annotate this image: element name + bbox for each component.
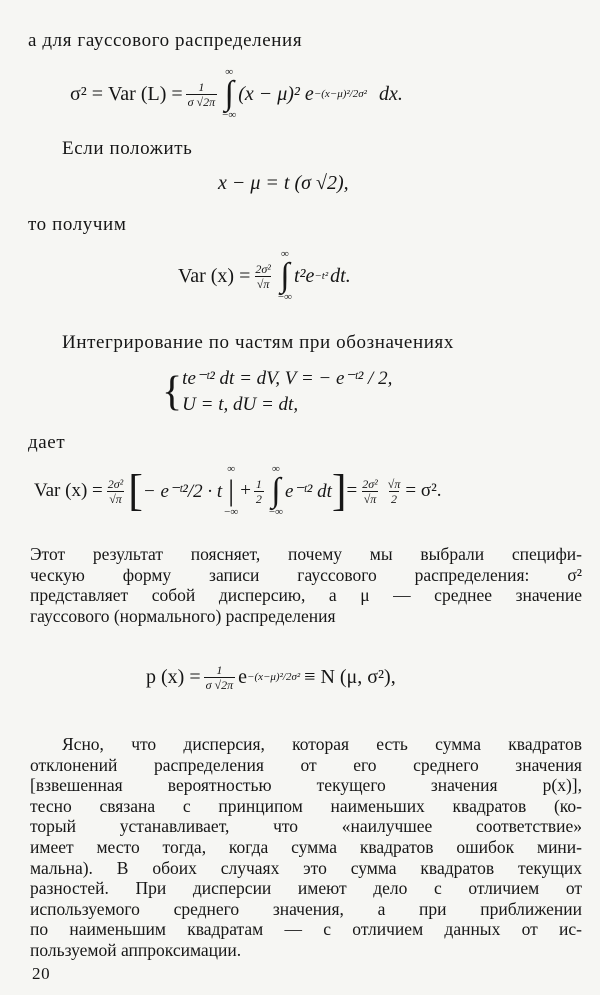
eq1-int-lower: −∞ [222, 109, 237, 121]
eq3-frac-num: 2σ² [255, 261, 271, 276]
integration-text: Интегрирование по частям при обозначениях [62, 332, 454, 353]
eq3-lhs: Var (x) = [178, 264, 251, 287]
eq1-fraction [186, 80, 218, 109]
equation-substitution: x − μ = t (σ √2), [218, 172, 349, 194]
paragraph-discussion [30, 734, 582, 961]
eq5-result: = σ². [405, 480, 442, 501]
intro-text: а для гауссового распределения [28, 30, 303, 51]
eq5-integrand: e⁻ᵗ² dt [284, 480, 332, 502]
equation-gauss-density [146, 652, 396, 702]
eq5-fraction2 [254, 477, 264, 506]
left-bracket-icon: [ [128, 466, 143, 515]
eq5-rhs-frac1 [360, 477, 380, 506]
eq1-lhs: σ² = Var (L) = [70, 82, 183, 105]
equation-var-result: Var (x) = $\frac{\text{2σ²}}{√\pi}$ [ − e⁻ᵗ²/2 · t ∞ | −∞ + $\frac{1}{2}$ ∞ ∫ −∞ e⁻ᵗ² dt ] = $\frac{\text{2σ²}}{√\pi}$ $\frac{√\pi}{2}$ = σ². [34, 463, 442, 518]
eq1-frac-den: σ √2π [187, 94, 216, 109]
eq6-lhs: p (x) = [146, 665, 201, 688]
eq3-frac-den: √π [256, 276, 270, 291]
eval-bar-icon: | [228, 474, 235, 507]
integral-sign-icon: ∫ [271, 472, 281, 509]
eq1-frac-num: 1 [198, 79, 205, 94]
eq5-int-upper: ∞ [272, 463, 280, 475]
paragraph-line: Этот результат поясняет, почему мы выбрали специфи- [30, 544, 582, 564]
integral-sign-icon: ∫ [224, 75, 234, 112]
eq4-line2: U = t, dU = dt, [182, 394, 299, 415]
eq5-plus: + [240, 480, 251, 501]
paragraph-line: гауссового (нормального) распределения [30, 605, 336, 626]
eq1-integral [222, 67, 236, 121]
eq5-int-lower: −∞ [268, 506, 283, 518]
equation-variance-gauss [70, 64, 403, 124]
eq5-lhs: Var (x) = [34, 480, 103, 501]
left-brace-icon: { [162, 369, 183, 415]
eq5-rhs1-num: 2σ² [362, 476, 378, 491]
eq5-frac1-den: √π [109, 491, 122, 506]
we-get-text: то получим [28, 214, 127, 235]
paragraph-line: представляет собой дисперсию, а μ — среднее значение [30, 585, 582, 606]
eq3-int-lower: −∞ [277, 291, 292, 303]
eq6-fraction [204, 663, 236, 692]
eq1-tail: dx. [378, 82, 403, 105]
eq3-exponent: −t² [314, 270, 329, 282]
paragraph-line: разностей. При дисперсии имеют дело с отличием от [30, 878, 582, 899]
paragraph-line: тесно связана с принципом наименьших квадратов (ко- [30, 795, 582, 816]
eq3-integrand: t²e [293, 264, 315, 287]
paragraph-line: мальна). В обоих случаях это сумма квадратов текущих [30, 857, 582, 878]
eq1-int-upper: ∞ [225, 66, 234, 78]
eq5-rhs1-den: √π [363, 491, 377, 506]
eq5-eval-upper: ∞ [227, 463, 236, 475]
paragraph-line: имеет место тогда, когда сумма квадратов ошибок мини- [30, 836, 582, 857]
eq3-fraction [253, 262, 273, 291]
eq3-integral [278, 249, 292, 303]
eq5-integral [269, 464, 283, 518]
equation-system [162, 366, 392, 418]
paragraph-line: по наименьшим квадратам — с отличием данных от ис- [30, 919, 582, 940]
eq6-tail: ≡ N (μ, σ²), [304, 665, 396, 688]
eq1-integrand: (x − μ)² e [238, 82, 314, 105]
eq4-line1: te⁻ᵗ² dt = dV, V = − e⁻ᵗ² / 2, [182, 368, 393, 389]
eq1-exponent: −(x−μ)²/2σ² [313, 88, 367, 100]
right-bracket-icon: ] [331, 466, 347, 515]
eq6-frac-num: 1 [216, 662, 223, 677]
eq6-body: e [238, 665, 248, 688]
gives-text: дает [28, 432, 66, 453]
eq3-int-upper: ∞ [280, 248, 289, 260]
eq5-rhs2-num: √π [387, 476, 401, 491]
paragraph-explanation [30, 544, 582, 626]
page-number: 20 [32, 964, 51, 983]
eq4-lines [182, 366, 392, 418]
paragraph-line: Ясно, что дисперсия, которая есть сумма квадратов [62, 734, 582, 754]
eq5-rhs-frac2 [386, 477, 403, 506]
eq5-frac1-num: 2σ² [107, 476, 124, 491]
paragraph-line: [взвешенная вероятностью текущего значения p(x)], [30, 775, 582, 796]
eq5-rhs2-den: 2 [391, 491, 398, 506]
paragraph-line: пользуемой аппроксимации. [30, 939, 242, 960]
eq5-eval-lower: −∞ [224, 506, 239, 518]
eq3-tail: dt. [330, 264, 351, 287]
eq5-fraction1 [106, 477, 126, 506]
paragraph-line: ческую форму записи гауссового распределения: σ² [30, 564, 582, 585]
integral-sign-icon: ∫ [280, 257, 290, 294]
paragraph-line: используемого среднего значения, а при приближении [30, 898, 582, 919]
eq5-frac2-den: 2 [255, 491, 262, 506]
eq5-inner1: − e⁻ᵗ²/2 · t [142, 480, 223, 502]
if-put-text: Если положить [62, 138, 193, 159]
equation-var-t [178, 244, 351, 308]
eq5-frac2-num: 1 [255, 476, 262, 491]
paragraph-line: торый устанавливает, что «наилучшее соответствие» [30, 816, 582, 837]
paragraph-line: отклонений распределения от его среднего значения [30, 754, 582, 775]
eq6-frac-den: σ √2π [205, 677, 234, 692]
eq5-eval-bar [224, 464, 238, 518]
eq6-exponent: −(x−μ)²/2σ² [247, 671, 301, 683]
